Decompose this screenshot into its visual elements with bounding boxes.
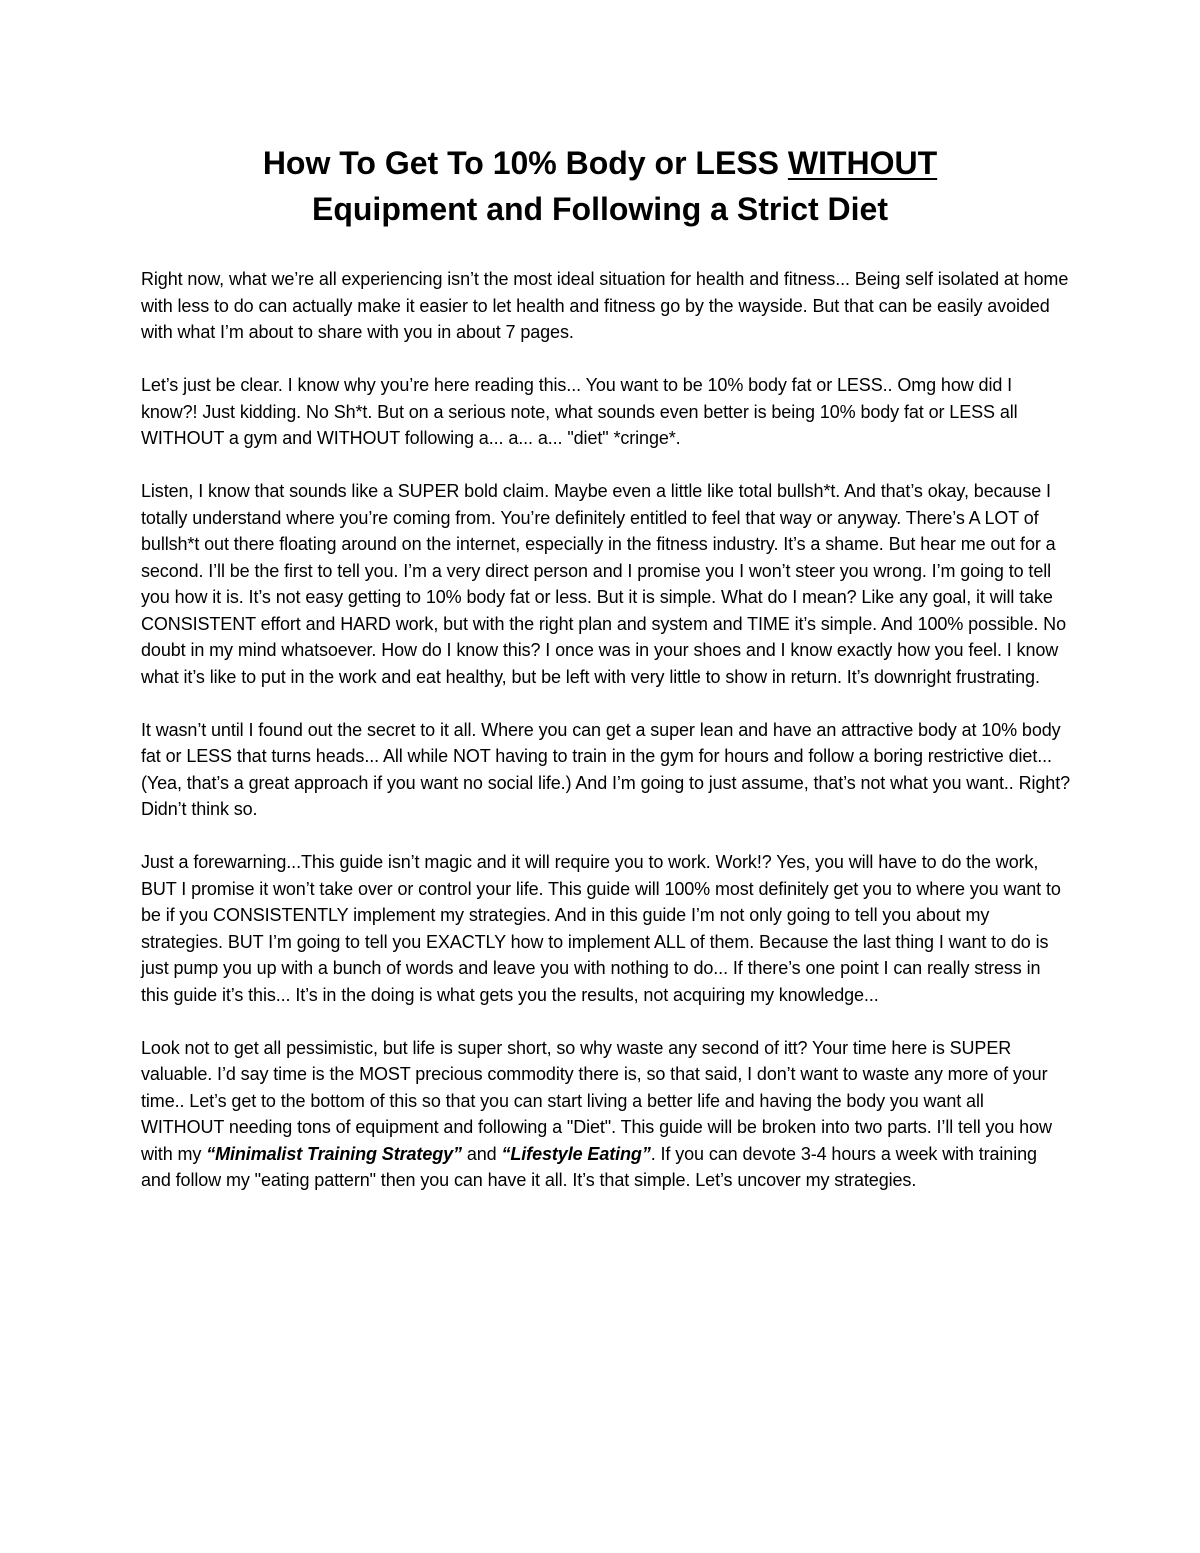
paragraph-secret: It wasn’t until I found out the secret to it all. Where you can get a super lean and have an attractive body at 10% body fat or LESS that turns heads... All while NOT having to train in the gym for hours and follow a boring restrictive diet... (Yea, that’s a great approach if you want no social life.) And I’m going to just assume, that’s not what you want.. Right? Didn’t think so.	[141, 719, 1071, 819]
closing-text-part1: Look not to get all pessimistic, but life is super short, so why waste any second of itt? Your time here is SUPER valuable. I’d say time is the MOST precious commodity there is, so that said, I don’t want to waste any more of your time.. Let’s get to the bottom of this so that you can start living a better life and having the body you want all WITHOUT needing tons of equipment and following a "Diet". This guide will be broken into two parts. I’ll tell you how with my	[141, 1037, 1052, 1164]
title-line2-text: Equipment and Following a Strict Diet	[311, 191, 888, 227]
paragraph-closing	[141, 1035, 1071, 1194]
paragraph-be-clear: Let’s just be clear. I know why you’re here reading this... You want to be 10% body fat or LESS.. Omg how did I know?! Just kidding. No Sh*t. But on a serious note, what sounds even better is being 10% body fat or LESS all WITHOUT a gym and WITHOUT following a... a... a... "diet" *cringe*.	[141, 375, 1018, 448]
document-body	[141, 266, 1071, 1220]
paragraph-bold-claim: Listen, I know that sounds like a SUPER bold claim. Maybe even a little like total bullsh*t. And that’s okay, because I totally understand where you’re coming from. You’re definitely entitled to feel that way or anyway. There’s A LOT of bullsh*t out there floating around on the internet, especially in the fitness industry. It’s a shame. But hear me out for a second. I’ll be the first to tell you. I’m a very direct person and I promise you I won’t steer you wrong. I’m going to tell you how it is. It’s not easy getting to 10% body fat or less. But it is simple. What do I mean? Like any goal, it will take CONSISTENT effort and HARD work, but with the right plan and system and TIME it’s simple. And 100% possible. No doubt in my mind whatsoever. How do I know this? I once was in your shoes and I know exactly how you feel. I know what it’s like to put in the work and eat healthy, but be left with very little to show in return. It’s downright frustrating.	[141, 481, 1066, 687]
closing-text-part2: and	[461, 1143, 502, 1164]
paragraph-forewarning: Just a forewarning...This guide isn’t magic and it will require you to work. Work!? Yes, you will have to do the work, BUT I promise it won’t take over or control your life. This guide will 100% most definitely get you to where you want to be if you CONSISTENTLY implement my strategies. And in this guide I’m not only going to tell you about my strategies. BUT I’m going to tell you EXACTLY how to implement ALL of them. Because the last thing I want to do is just pump you up with a bunch of words and leave you with nothing to do... If there’s one point I can really stress in this guide it’s this... It’s in the doing is what gets you the results, not acquiring my knowledge...	[141, 852, 1061, 1005]
minimalist-training-strategy-emphasis: “Minimalist Training Strategy”	[206, 1143, 462, 1164]
lifestyle-eating-emphasis: “Lifestyle Eating”	[501, 1143, 651, 1164]
closing-text-part3: . If you can devote 3-4 hours a week with training and follow my "eating pattern" then you can have it all. It’s that simple. Let’s uncover my strategies.	[141, 1143, 1037, 1190]
paragraph-intro: Right now, what we’re all experiencing isn’t the most ideal situation for health and fitness... Being self isolated at home with less to do can actually make it easier to let health and fitness go by the wayside. But that can be easily avoided with what I’m about to share with you in about 7 pages.	[141, 269, 1069, 342]
title-line1-text: How To Get To 10% Body or LESS	[262, 145, 788, 181]
title-underlined-word: WITHOUT	[787, 145, 938, 181]
document-title	[140, 140, 1060, 232]
